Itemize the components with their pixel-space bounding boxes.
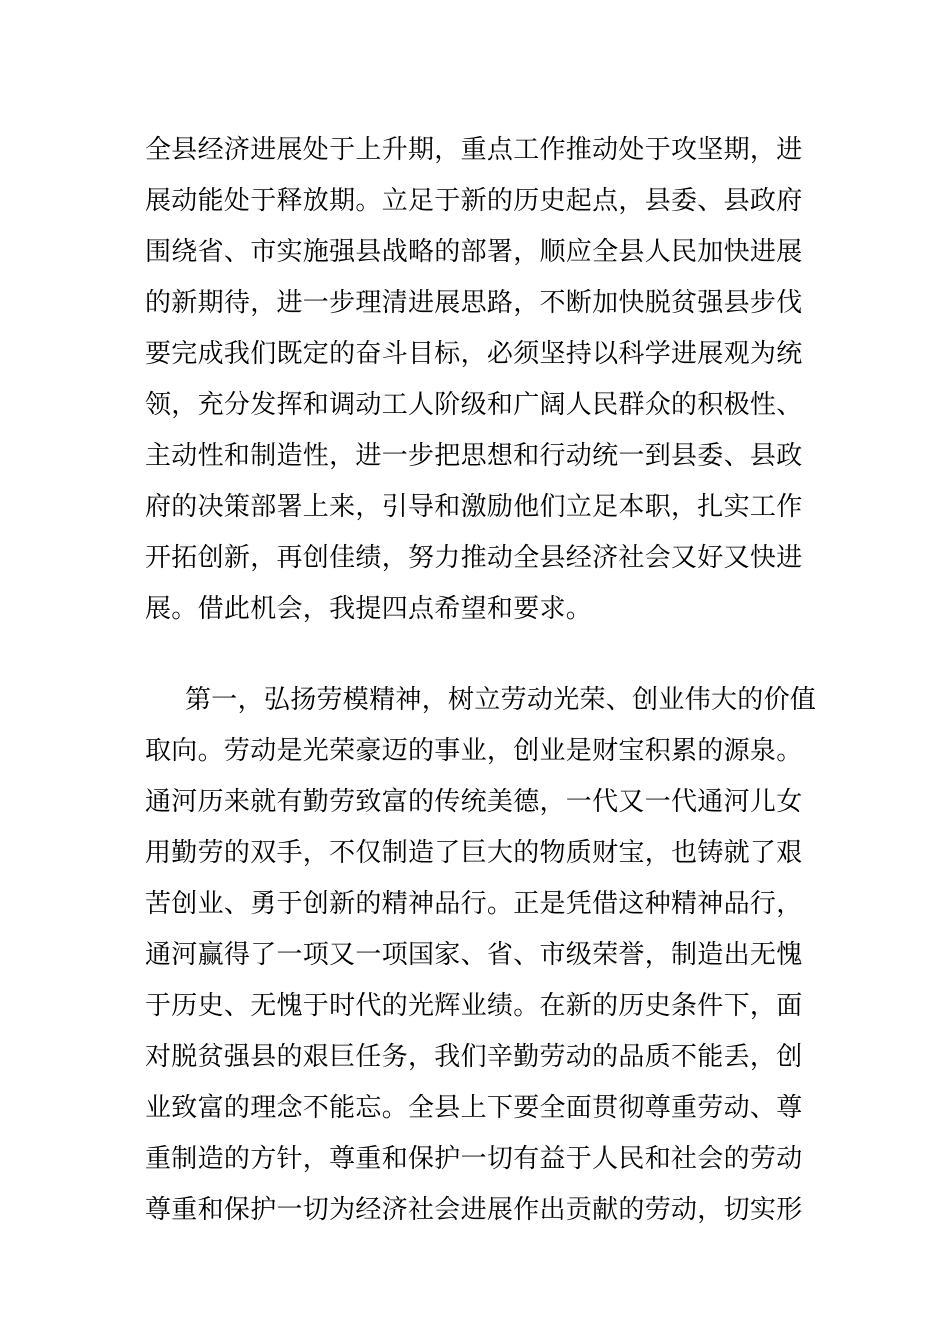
text-line: 全县经济进展处于上升期，重点工作推动处于攻坚期，进	[145, 135, 803, 165]
text-line: 用勤劳的双手，不仅制造了巨大的物质财宝，也铸就了艰	[145, 838, 803, 868]
text-line: 苦创业、勇于创新的精神品行。正是凭借这种精神品行，	[145, 889, 803, 919]
text-line: 展动能处于释放期。立足于新的历史起点，县委、县政府	[145, 186, 803, 216]
text-line: 对脱贫强县的艰巨任务，我们辛勤劳动的品质不能丢，创	[145, 1042, 803, 1072]
text-line: 业致富的理念不能忘。全县上下要全面贯彻尊重劳动、尊	[145, 1093, 803, 1123]
text-line: 尊重和保护一切为经济社会进展作出贡献的劳动，切实形	[145, 1195, 803, 1225]
text-line: 取向。劳动是光荣豪迈的事业，创业是财宝积累的源泉。	[145, 736, 803, 766]
text-line: 围绕省、市实施强县战略的部署，顺应全县人民加快进展	[145, 237, 803, 267]
text-line: 主动性和制造性，进一步把思想和行动统一到县委、县政	[145, 441, 803, 471]
text-line: 通河历来就有勤劳致富的传统美德，一代又一代通河儿女	[145, 787, 803, 817]
text-line: 的新期待，进一步理清进展思路，不断加快脱贫强县步伐	[145, 288, 803, 318]
text-line: 领，充分发挥和调动工人阶级和广阔人民群众的积极性、	[145, 390, 803, 420]
text-line: 要完成我们既定的奋斗目标，必须坚持以科学进展观为统	[145, 339, 803, 369]
text-line: 府的决策部署上来，引导和激励他们立足本职，扎实工作	[145, 492, 803, 522]
text-line: 开拓创新，再创佳绩，努力推动全县经济社会又好又快进	[145, 543, 803, 573]
text-line: 通河赢得了一项又一项国家、省、市级荣誉，制造出无愧	[145, 940, 803, 970]
text-line: 重制造的方针，尊重和保护一切有益于人民和社会的劳动	[145, 1144, 803, 1174]
text-line: 第一，弘扬劳模精神，树立劳动光荣、创业伟大的价值	[185, 685, 817, 715]
text-line: 于历史、无愧于时代的光辉业绩。在新的历史条件下，面	[145, 991, 803, 1021]
text-line: 展。借此机会，我提四点希望和要求。	[145, 594, 593, 624]
